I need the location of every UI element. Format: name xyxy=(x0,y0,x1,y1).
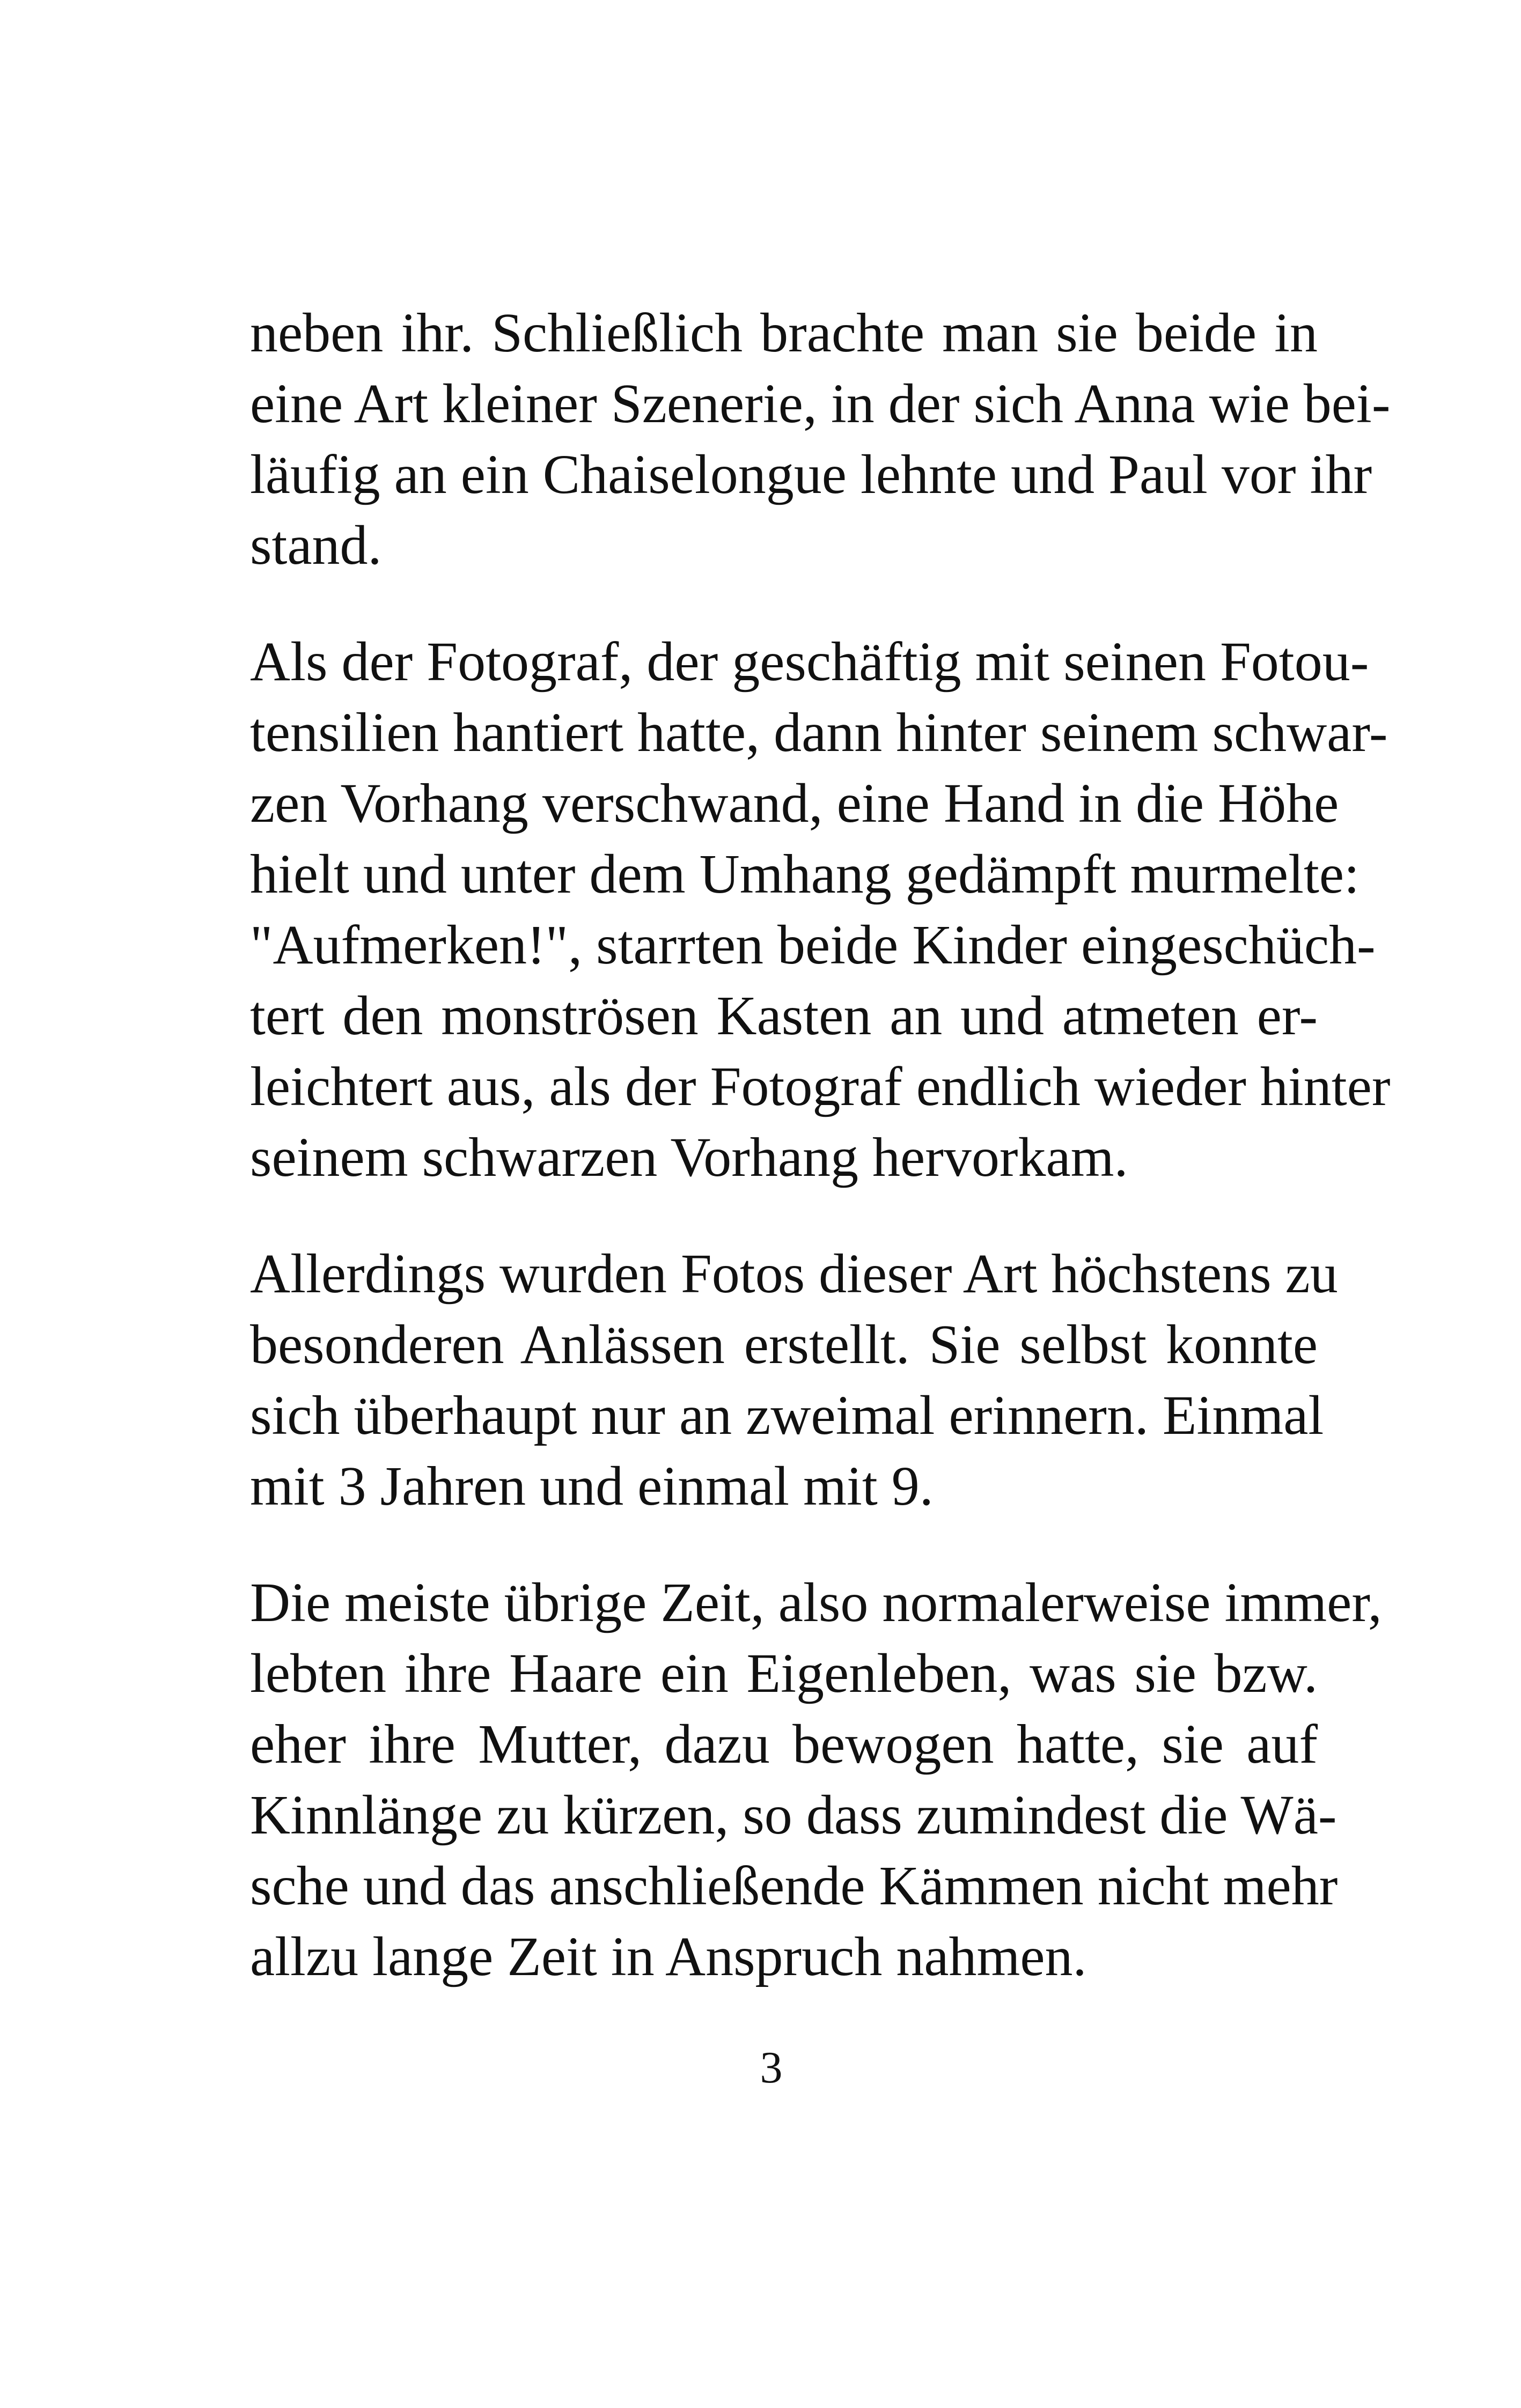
text-line: Allerdings wurden Fotos dieser Art höchstens zu xyxy=(250,1243,1338,1305)
text-line: eine Art kleiner Szenerie, in der sich Anna wie bei- xyxy=(250,373,1391,435)
text-line: besonderen Anlässen erstellt. Sie selbst konnte xyxy=(250,1314,1318,1375)
body-text xyxy=(250,298,1391,1992)
text-line: tensilien hantiert hatte, dann hinter seinem schwar- xyxy=(250,702,1388,763)
text-line: stand. xyxy=(250,514,382,576)
text-line: zen Vorhang verschwand, eine Hand in die Höhe xyxy=(250,772,1339,834)
text-line: leichtert aus, als der Fotograf endlich wieder hinter xyxy=(250,1056,1391,1117)
text-line: Als der Fotograf, der geschäftig mit seinen Fotou- xyxy=(250,631,1369,693)
text-line: allzu lange Zeit in Anspruch nahmen. xyxy=(250,1926,1087,1987)
text-line: "Aufmerken!", starrten beide Kinder eingeschüch- xyxy=(250,914,1376,976)
paragraph-spacer xyxy=(250,581,1318,627)
page-number: 3 xyxy=(760,2043,783,2093)
text-line: tert den monströsen Kasten an und atmeten er- xyxy=(250,985,1318,1047)
text-line: neben ihr. Schließlich brachte man sie beide in xyxy=(250,302,1318,364)
text-line: sche und das anschließende Kämmen nicht mehr xyxy=(250,1855,1338,1917)
text-line: läufig an ein Chaiselongue lehnte und Paul vor ihr xyxy=(250,444,1372,505)
paragraph-spacer xyxy=(250,1522,1318,1567)
text-line: mit 3 Jahren und einmal mit 9. xyxy=(250,1455,934,1517)
paragraph-1 xyxy=(250,298,1391,581)
text-line: Die meiste übrige Zeit, also normalerweise immer, xyxy=(250,1572,1382,1633)
text-line: sich überhaupt nur an zweimal erinnern. Einmal xyxy=(250,1385,1324,1446)
paragraph-2 xyxy=(250,627,1391,1193)
text-line: hielt und unter dem Umhang gedämpft murmelte: xyxy=(250,843,1360,905)
text-line: Kinnlänge zu kürzen, so dass zumindest die Wä- xyxy=(250,1784,1337,1846)
text-line: eher ihre Mutter, dazu bewogen hatte, sie auf xyxy=(250,1713,1318,1775)
paragraph-3 xyxy=(250,1239,1338,1522)
paragraph-spacer xyxy=(250,1193,1318,1239)
paragraph-4 xyxy=(250,1567,1382,1992)
text-line: seinem schwarzen Vorhang hervorkam. xyxy=(250,1126,1128,1188)
text-line: lebten ihre Haare ein Eigenleben, was sie bzw. xyxy=(250,1643,1318,1704)
